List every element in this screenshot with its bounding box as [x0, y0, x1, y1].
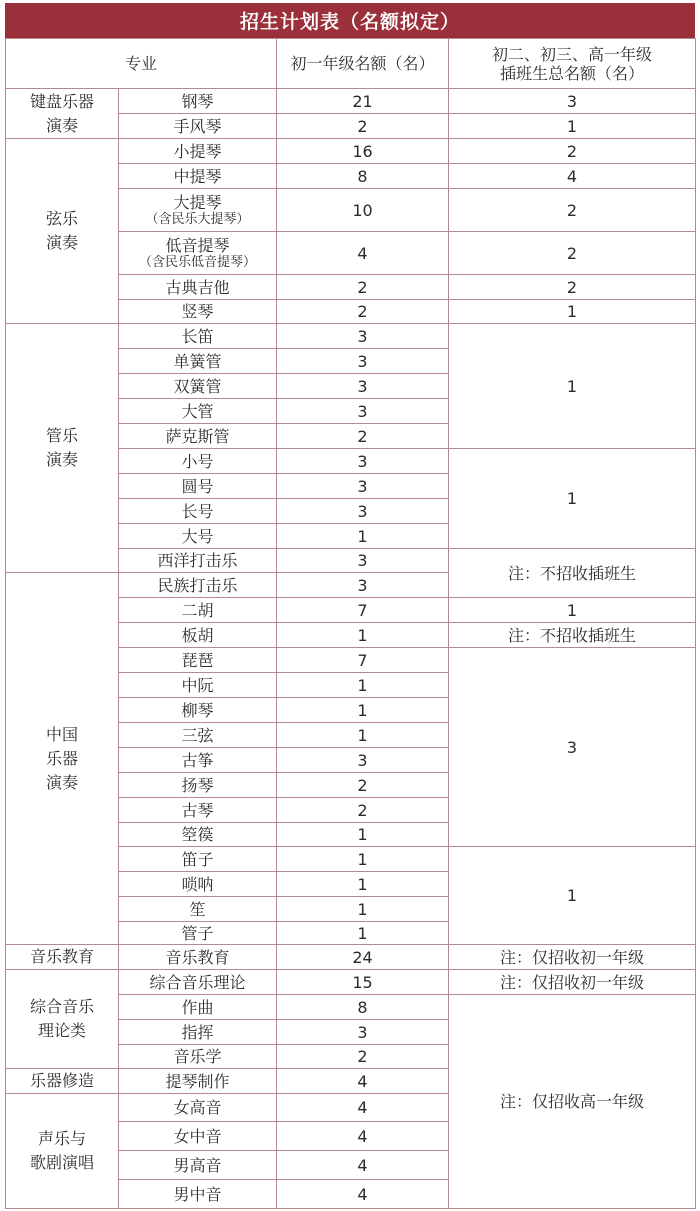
grade1-quota-cell: 3	[277, 449, 449, 474]
transfer-quota-cell: 1	[449, 114, 696, 139]
enrollment-table	[5, 38, 696, 1209]
major-name: 作曲	[181, 997, 214, 1017]
major-name: 中阮	[181, 675, 214, 695]
major-name-cell	[119, 324, 277, 349]
grade1-quota-cell: 3	[277, 499, 449, 524]
grade1-quota-cell: 4	[277, 232, 449, 275]
major-name: 笛子	[181, 849, 214, 869]
transfer-quota-cell: 2	[449, 139, 696, 164]
category-label-line: 音乐教育	[29, 947, 94, 966]
major-name-cell	[119, 648, 277, 673]
category-label-line: 键盘乐器	[29, 91, 94, 111]
grade1-quota-cell: 7	[277, 648, 449, 673]
table-row	[6, 324, 696, 349]
major-name: 竖琴	[181, 302, 214, 321]
transfer-quota-cell: 2	[449, 189, 696, 232]
major-name: 小提琴	[173, 141, 222, 161]
grade1-quota-cell: 3	[277, 399, 449, 424]
major-name: 手风琴	[173, 116, 222, 136]
category-cell	[6, 970, 119, 1069]
category-label-line: 弦乐	[45, 209, 78, 228]
major-name-cell	[119, 748, 277, 773]
major-name: 古琴	[181, 800, 214, 820]
major-name-cell	[119, 847, 277, 872]
table-body	[6, 39, 696, 1209]
major-name-cell	[119, 139, 277, 164]
major-name: 二胡	[181, 600, 214, 620]
grade1-quota-cell: 4	[277, 1180, 449, 1209]
grade1-quota-cell: 2	[277, 300, 449, 324]
major-name: 音乐教育	[165, 947, 230, 967]
category-cell	[6, 573, 119, 945]
category-cell	[6, 324, 119, 573]
major-name-cell	[119, 164, 277, 189]
major-name-cell	[119, 549, 277, 573]
transfer-quota-cell: 2	[449, 275, 696, 300]
header-transfer-line2: 插班生总名额（名）	[500, 63, 645, 83]
header-transfer-line1: 初二、初三、高一年级	[492, 44, 653, 64]
grade1-quota-cell: 7	[277, 598, 449, 623]
category-label-line: 演奏	[45, 233, 78, 252]
category-label-line: 演奏	[45, 772, 78, 792]
transfer-quota-cell: 1	[449, 847, 696, 945]
transfer-note-cell: 注：仅招收初一年级	[449, 945, 696, 970]
grade1-quota-cell: 1	[277, 623, 449, 648]
major-name: 大管	[181, 401, 214, 421]
major-name: 扬琴	[181, 775, 214, 795]
major-name: 笙	[189, 899, 206, 919]
transfer-quota-cell: 3	[449, 89, 696, 114]
grade1-quota-cell: 3	[277, 324, 449, 349]
transfer-note-cell: 注：不招收插班生	[449, 623, 696, 648]
category-label-line: 综合音乐	[29, 997, 94, 1016]
major-name-cell	[119, 1180, 277, 1209]
transfer-quota-cell: 1	[449, 449, 696, 549]
transfer-quota-cell: 2	[449, 232, 696, 275]
major-name: 唢呐	[181, 874, 214, 894]
major-name-cell	[119, 823, 277, 847]
major-subnote: （含民乐大提琴）	[145, 212, 250, 227]
major-name: 指挥	[181, 1022, 214, 1042]
major-name: 音乐学	[173, 1047, 222, 1066]
transfer-quota-cell: 1	[449, 598, 696, 623]
major-name: 女高音	[173, 1098, 222, 1117]
major-name: 萨克斯管	[165, 426, 230, 446]
major-name-cell	[119, 474, 277, 499]
grade1-quota-cell: 8	[277, 995, 449, 1020]
major-name: 钢琴	[181, 91, 214, 111]
major-name: 大号	[181, 526, 214, 546]
major-name-cell	[119, 773, 277, 798]
major-name: 古筝	[181, 750, 214, 770]
grade1-quota-cell: 1	[277, 673, 449, 698]
transfer-quota-cell: 1	[449, 300, 696, 324]
major-name-cell	[119, 449, 277, 474]
grade1-quota-cell: 1	[277, 922, 449, 945]
grade1-quota-cell: 1	[277, 823, 449, 847]
major-name-cell	[119, 573, 277, 598]
major-name-cell	[119, 673, 277, 698]
major-name: 大提琴	[173, 193, 222, 212]
header-transfer-quota	[449, 39, 696, 89]
major-name-cell	[119, 300, 277, 324]
major-name: 琵琶	[181, 650, 214, 670]
major-name-cell	[119, 89, 277, 114]
page-title: 招生计划表（名额拟定）	[5, 3, 695, 38]
major-name-cell	[119, 524, 277, 549]
grade1-quota-cell: 4	[277, 1069, 449, 1094]
major-name: 古典吉他	[165, 277, 230, 297]
major-name: 管子	[181, 923, 214, 943]
header-row	[6, 39, 696, 89]
major-name: 箜篌	[181, 825, 214, 844]
grade1-quota-cell: 2	[277, 798, 449, 823]
major-name-cell	[119, 374, 277, 399]
major-name-cell	[119, 424, 277, 449]
major-name-cell	[119, 623, 277, 648]
major-name: 板胡	[181, 625, 214, 645]
table-row	[6, 139, 696, 164]
grade1-quota-cell: 3	[277, 474, 449, 499]
transfer-note-cell: 注：仅招收高一年级	[449, 995, 696, 1209]
major-name-cell	[119, 349, 277, 374]
major-name: 圆号	[181, 476, 214, 496]
transfer-note-cell: 注：仅招收初一年级	[449, 970, 696, 995]
major-name-cell	[119, 499, 277, 524]
major-name: 低音提琴	[165, 236, 230, 255]
grade1-quota-cell: 2	[277, 114, 449, 139]
major-name: 综合音乐理论	[149, 972, 246, 992]
major-name: 男高音	[173, 1155, 222, 1175]
major-name: 单簧管	[173, 351, 222, 371]
major-name-cell	[119, 970, 277, 995]
grade1-quota-cell: 1	[277, 897, 449, 922]
major-name: 中提琴	[173, 166, 222, 186]
category-label-line: 中国	[45, 724, 78, 744]
grade1-quota-cell: 3	[277, 573, 449, 598]
grade1-quota-cell: 10	[277, 189, 449, 232]
major-name-cell	[119, 114, 277, 139]
category-label-line: 理论类	[37, 1021, 86, 1040]
category-label-line: 乐器	[45, 748, 78, 768]
grade1-quota-cell: 2	[277, 773, 449, 798]
header-grade1-quota: 初一年级名额（名）	[277, 39, 449, 89]
table-row	[6, 89, 696, 114]
transfer-note-cell: 注：不招收插班生	[449, 549, 696, 598]
major-name-cell	[119, 1122, 277, 1151]
grade1-quota-cell: 3	[277, 1020, 449, 1045]
grade1-quota-cell: 2	[277, 424, 449, 449]
major-name: 西洋打击乐	[157, 551, 238, 570]
major-name-cell	[119, 399, 277, 424]
grade1-quota-cell: 24	[277, 945, 449, 970]
grade1-quota-cell: 3	[277, 374, 449, 399]
major-name: 女中音	[173, 1126, 222, 1146]
major-name-cell	[119, 232, 277, 275]
major-name-cell	[119, 189, 277, 232]
major-name: 男中音	[173, 1184, 222, 1204]
major-name-cell	[119, 275, 277, 300]
grade1-quota-cell: 1	[277, 524, 449, 549]
major-name-cell	[119, 897, 277, 922]
major-name-cell	[119, 798, 277, 823]
header-major: 专业	[6, 39, 277, 89]
major-name-cell	[119, 995, 277, 1020]
major-name-cell	[119, 1020, 277, 1045]
grade1-quota-cell: 4	[277, 1151, 449, 1180]
category-cell	[6, 1069, 119, 1094]
transfer-quota-cell: 1	[449, 324, 696, 449]
major-name-cell	[119, 1069, 277, 1094]
category-cell	[6, 89, 119, 139]
major-name-cell	[119, 698, 277, 723]
major-name: 小号	[181, 451, 214, 471]
major-name-cell	[119, 1094, 277, 1122]
category-label-line: 演奏	[45, 115, 78, 135]
grade1-quota-cell: 3	[277, 549, 449, 573]
grade1-quota-cell: 15	[277, 970, 449, 995]
major-name-cell	[119, 872, 277, 897]
major-name: 长号	[181, 501, 214, 521]
grade1-quota-cell: 21	[277, 89, 449, 114]
transfer-quota-cell: 4	[449, 164, 696, 189]
category-cell	[6, 139, 119, 324]
category-label-line: 演奏	[45, 450, 78, 469]
table-row	[6, 970, 696, 995]
grade1-quota-cell: 1	[277, 872, 449, 897]
grade1-quota-cell: 4	[277, 1094, 449, 1122]
major-name: 民族打击乐	[157, 575, 238, 595]
major-name-cell	[119, 598, 277, 623]
table-row	[6, 945, 696, 970]
major-name: 双簧管	[173, 376, 222, 396]
major-name: 柳琴	[181, 700, 214, 720]
grade1-quota-cell: 16	[277, 139, 449, 164]
category-cell	[6, 1094, 119, 1209]
grade1-quota-cell: 3	[277, 349, 449, 374]
major-name-cell	[119, 723, 277, 748]
grade1-quota-cell: 2	[277, 275, 449, 300]
major-subnote: （含民乐低音提琴）	[139, 255, 257, 270]
category-label-line: 歌剧演唱	[29, 1153, 94, 1172]
major-name-cell	[119, 1045, 277, 1069]
major-name: 三弦	[181, 725, 214, 745]
grade1-quota-cell: 1	[277, 698, 449, 723]
major-name: 提琴制作	[165, 1071, 230, 1091]
grade1-quota-cell: 8	[277, 164, 449, 189]
grade1-quota-cell: 3	[277, 748, 449, 773]
major-name-cell	[119, 922, 277, 945]
transfer-quota-cell: 3	[449, 648, 696, 847]
category-label-line: 声乐与	[37, 1129, 86, 1148]
grade1-quota-cell: 4	[277, 1122, 449, 1151]
grade1-quota-cell: 1	[277, 723, 449, 748]
grade1-quota-cell: 1	[277, 847, 449, 872]
category-label-line: 管乐	[45, 426, 78, 445]
major-name-cell	[119, 1151, 277, 1180]
major-name-cell	[119, 945, 277, 970]
category-label-line: 乐器修造	[29, 1071, 94, 1090]
grade1-quota-cell: 2	[277, 1045, 449, 1069]
major-name: 长笛	[181, 326, 214, 346]
category-cell	[6, 945, 119, 970]
